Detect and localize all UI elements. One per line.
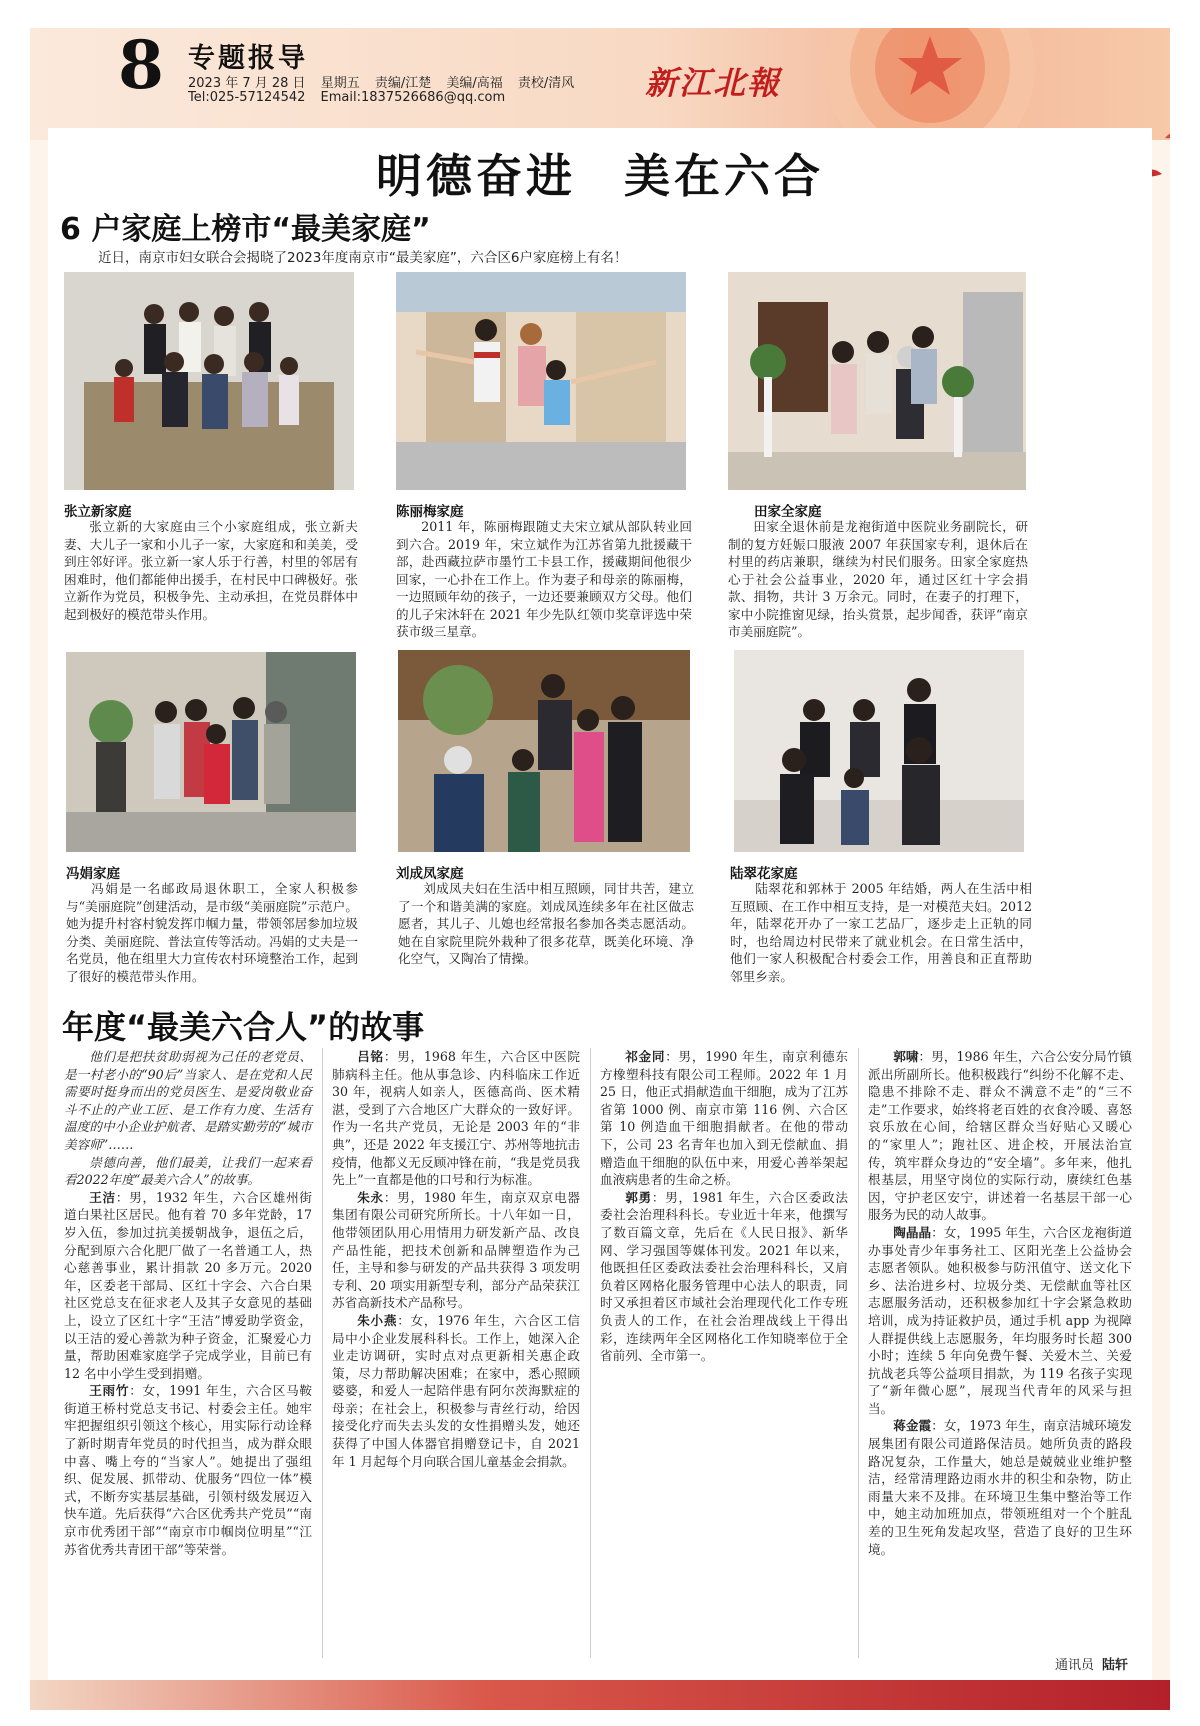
column-divider <box>590 1048 591 1658</box>
byline-role: 通讯员 <box>1054 1658 1094 1673</box>
person-name: 朱小燕 <box>357 1312 398 1328</box>
person-name: 祁金同 <box>625 1049 666 1064</box>
family-photo <box>396 272 686 490</box>
families-intro: 近日，南京市妇女联合会揭晓了2023年度南京市“最美家庭”，六合区6户家庭榜上有名！ <box>98 250 628 266</box>
family-name: 冯娟家庭 <box>66 866 120 882</box>
person-name: 蒋金霞 <box>893 1418 932 1434</box>
family-description: 张立新的大家庭由三个小家庭组成，张立新夫妻、大儿子一家和小儿子一家，大家庭和和美美，受到庄邻好评。张立新一家人乐于行善，村里的邻居有困难时，他们都能伸出援手，在村民中口碑极好。张立新作为党员，积极争先、主动承担，在党员群体中起到极好的模范带头作用。 <box>64 519 358 622</box>
issue-weekday: 星期五 <box>320 76 360 91</box>
family-name: 刘成凤家庭 <box>396 866 464 882</box>
story-column-1 <box>64 1048 312 1558</box>
main-headline <box>48 140 1152 206</box>
person-story <box>64 1382 312 1558</box>
family-name: 陆翠花家庭 <box>730 866 798 882</box>
person-bio: ：男，1932 年生，六合区雄州街道白果社区居民。他有着 70 多年党龄，17 岁入伍，参加过抗美援朝战争，退伍之后，分配到原六合化肥厂做了一名普通工人，热心慈善事业，累计捐款 20 多万元。2020 年，区委老干部局、区红十字会、六合白果社区党总支在征求老人及其子女意见的基础上，设立了区红十字“王洁”博爱助学资金，以王洁的爱心善款为种子资金，汇聚爱心力量，帮助困难家庭学子完成学业，目前已有 12 名中小学生受到捐赠。 <box>64 1189 312 1381</box>
person-bio: ：男，1980 年生，南京双京电器集团有限公司研究所所长。十八年如一日，他带领团队用心用情用力研发新产品、改良产品性能，把技术创新和品牌塑造作为己任，主导和参与研发的产品共获得 3 项发明专利、20 项实用新型专利，部分产品荣获江苏省高新技术产品称号。 <box>332 1189 580 1311</box>
email-address: Email:1837526686@qq.com <box>320 90 506 105</box>
content-panel <box>48 128 1152 1680</box>
person-story <box>600 1048 848 1189</box>
person-bio: ：女，1973 年生，南京洁城环境发展集团有限公司道路保洁员。她所负责的路段路况复杂，工作量大，她总是兢兢业业维护整洁，经常清理路边雨水井的积尘和杂物，防止雨量大来不及排。在环境卫生集中整治等工作中，她主动加班加点，带领班组对一个个脏乱差的卫生死角发起攻坚，营造了良好的卫生环境。 <box>868 1418 1132 1557</box>
person-story <box>332 1312 580 1470</box>
person-story <box>64 1189 312 1383</box>
person-story <box>868 1417 1132 1558</box>
column-divider <box>322 1048 323 1658</box>
person-bio: ：女，1976 年生，六合区工信局中小企业发展科科长。工作上，她深入企业走访调研，实时点对点更新相关惠企政策，尽力帮助解决困难；在家中，悉心照顾婆婆，和爱人一起陪伴患有阿尔茨海默症的母亲；在社会上，积极参与青丝行动，给因接受化疗而失去头发的女性捐赠头发，她还获得了中国人体器官捐赠登记卡，自 2021 年 1 月起每个月向联合国儿童基金会捐款。 <box>332 1312 581 1469</box>
person-story <box>332 1048 580 1189</box>
family-name: 田家全家庭 <box>754 504 822 520</box>
issue-date: 2023 年 7 月 28 日 <box>188 76 306 91</box>
person-bio: ：男，1986 年生，六合公安分局竹镇派出所副所长。他积极践行“纠纷不化解不走、隐患不排除不走、群众不满意不走”的“三不走”工作要求，始终将老百姓的衣食冷暖、喜怒哀乐放在心间，给辖区群众当好贴心又暖心的“家里人”；跑社区、进企校，开展法治宣传，筑牢群众身边的“安全墙”。多年来，他扎根基层，用坚守岗位的实际行动，赓续红色基因，守护老区安宁，讲述着一名基层干部一心服务为民的动人故事。 <box>868 1049 1132 1223</box>
person-name: 王雨竹 <box>89 1383 130 1399</box>
byline <box>1055 1654 1128 1673</box>
stories-lead-paragraph: 他们是把扶贫助弱视为己任的老党员、是一村老小的“90后”当家人、是在党和人民需要时挺身而出的党员医生、是爱岗敬业奋斗不止的产业工匠、是工作有力度、生活有温度的中小企业护航者、是踏实勤劳的“城市美容师”…… <box>64 1049 312 1152</box>
credits-line <box>188 72 585 91</box>
person-bio: ：男，1990 年生，南京利德东方橡塑科技有限公司工程师。2022 年 1 月 25 日，他正式捐献造血干细胞，成为了江苏省第 1000 例、南京市第 116 例、六合区第 10 例造血干细胞捐献者。在他的带动下，公司 23 名青年也加入到无偿献血、捐赠造血干细胞的队伍中来，用爱心善举架起血液病患者的生命之桥。 <box>600 1049 849 1188</box>
newspaper-logo: 新江北報 <box>645 64 782 102</box>
family-photo <box>734 650 1024 852</box>
family-description: 陆翠花和郭林于 2005 年结婚，两人在生活中相互照顾、在工作中相互支持，是一对模范夫妇。2012 年，陆翠花开办了一家工艺品厂，逐步走上正轨的同时，也给周边村民带来了就业机会。在日常生活中，他们一家人积极配合村委会工作，用善良和正直帮助邻里乡亲。 <box>730 881 1032 984</box>
editor-credit: 责编/江楚 <box>374 76 432 91</box>
newspaper-page <box>30 28 1170 1710</box>
stories-lead-paragraph: 崇德向善，他们最美，让我们一起来看看2022年度“最美六合人”的故事。 <box>64 1154 312 1188</box>
person-name: 朱永 <box>357 1189 384 1205</box>
person-name: 郭勇 <box>625 1189 652 1205</box>
phone-number: Tel:025-57124542 <box>188 90 306 105</box>
person-story <box>332 1189 580 1312</box>
person-bio: ：女，1991 年生，六合区马鞍街道王桥村党总支书记、村委会主任。她牢牢把握组织引领这个核心，用实际行动诠释了新时期青年党员的时代担当，成为群众眼中喜、嘴上夸的“当家人”。她提出了强组织、促发展、抓带动、优服务“四位一体”模式，不断夯实基层基础，引领村级发展迈入快车道。先后获得“六合区优秀共产党员”“南京市优秀团干部”“南京市巾帼岗位明星”“江苏省优秀共青团干部”等荣誉。 <box>64 1383 313 1557</box>
person-story <box>868 1048 1132 1224</box>
family-photo <box>728 272 1026 490</box>
person-name: 郭啸 <box>893 1049 919 1064</box>
person-bio: ：女，1995 年生，六合区龙袍街道办事处青少年事务社工、区阳光垄上公益协会志愿者领队。她积极参与防汛值守、送文化下乡、法治进乡村、垃圾分类、无偿献血等社区志愿服务活动，还积极参加红十字会紧急救助培训，成为持证救护员，通过手机 app 为视障人群提供线上志愿服务，年均服务时长超 300 小时；连续 5 年向免费午餐、关爱木兰、关爱抗战老兵等公益项目捐款，为 119 名孩子实现了“新年微心愿”，展现当代青年的风采与担当。 <box>868 1224 1132 1416</box>
family-description: 冯娟是一名邮政局退休职工，全家人积极参与“美丽庭院”创建活动，是市级“美丽庭院”示范户。她为提升村容村貌发挥巾帼力量，带领邻居参加垃圾分类、美丽庭院、普法宣传等活动。冯娟的丈夫是一名党员，他在组里大力宣传农村环境整治工作，起到了很好的模范带头作用。 <box>66 881 358 984</box>
family-description: 刘成凤夫妇在生活中相互照顾，同甘共苦，建立了一个和谐美满的家庭。刘成凤连续多年在社区做志愿者，其儿子、儿媳也经常报名参加各类志愿活动。她在自家院里院外栽种了很多花草，既美化环境、净化空气，又陶冶了情操。 <box>398 881 694 966</box>
person-bio: ：男，1981 年生，六合区委政法委社会治理科科长。专业近十年来，他撰写了数百篇文章，先后在《人民日报》、新华网、学习强国等媒体刊发。2021 年以来，他既担任区委政法委社会治理科科长，又肩负着区网格化服务管理中心法人的职责，同时又承担着区市域社会治理现代化工作专班负责人的工作，在社会治理战线上干得出彩，连续两年全区网格化工作知晓率位于全省前列、全市第一。 <box>600 1189 848 1364</box>
story-column-3 <box>600 1048 848 1365</box>
person-name: 吕铭 <box>357 1049 384 1064</box>
footer-band <box>30 1680 1170 1710</box>
designer-credit: 美编/高福 <box>446 76 503 91</box>
headline-part-2: 美在六合 <box>624 149 824 203</box>
families-section-title: 6 户家庭上榜市“最美家庭” <box>60 212 431 247</box>
family-photo <box>64 272 354 490</box>
person-story <box>600 1189 848 1365</box>
page-number: 8 <box>118 28 164 104</box>
story-column-2 <box>332 1048 580 1470</box>
person-name: 陶晶晶 <box>893 1224 932 1240</box>
family-name: 陈丽梅家庭 <box>396 504 464 520</box>
person-story <box>868 1224 1132 1418</box>
column-divider <box>858 1048 859 1658</box>
family-description: 田家全退休前是龙袍街道中医院业务副院长，研制的复方妊娠口服液 2007 年获国家专利，退休后在村里的药店兼职，继续为村民们服务。田家全家庭热心于社会公益事业，2020 年，通过区红十字会捐款、捐物，共计 3 万余元。同时，在妻子的打理下，家中小院推窗见绿，抬头赏景，起步闻香，获评“南京市美丽庭院”。 <box>728 519 1028 639</box>
family-photo <box>398 650 690 852</box>
section-title: 专题报导 <box>188 43 308 74</box>
byline-name: 陆轩 <box>1101 1658 1128 1673</box>
person-name: 王洁 <box>89 1189 116 1205</box>
story-column-4 <box>868 1048 1132 1558</box>
family-description: 2011 年，陈丽梅跟随丈夫宋立斌从部队转业回到六合。2019 年，宋立斌作为江苏省第九批援藏干部，赴西藏拉萨市墨竹工卡县工作，援藏期间他很少回家，一心扑在工作上。作为妻子和母亲的陈丽梅，一边照顾年幼的孩子，一边还要兼顾双方父母。他们的儿子宋沐轩在 2021 年少先队红领巾奖章评选中荣获市级三星章。 <box>396 519 692 639</box>
person-bio: ：男，1968 年生，六合区中医院肺病科主任。他从事急诊、内科临床工作近 30 年，视病人如亲人，医德高尚、医术精湛，受到了六合地区广大群众的一致好评。作为一名共产党员，无论是 2003 年的“非典”，还是 2022 年支援江宁、苏州等地抗击疫情，他都义无反顾冲锋在前，“我是党员我先上”一直都是他的口号和行为标准。 <box>332 1049 580 1188</box>
headline-part-1: 明德奋进 <box>376 149 576 203</box>
family-name: 张立新家庭 <box>64 504 132 520</box>
proofreader-credit: 责校/清风 <box>517 76 575 91</box>
family-photo <box>66 652 356 852</box>
stories-section-title: 年度“最美六合人”的故事 <box>62 1008 425 1046</box>
contact-line <box>188 90 516 105</box>
